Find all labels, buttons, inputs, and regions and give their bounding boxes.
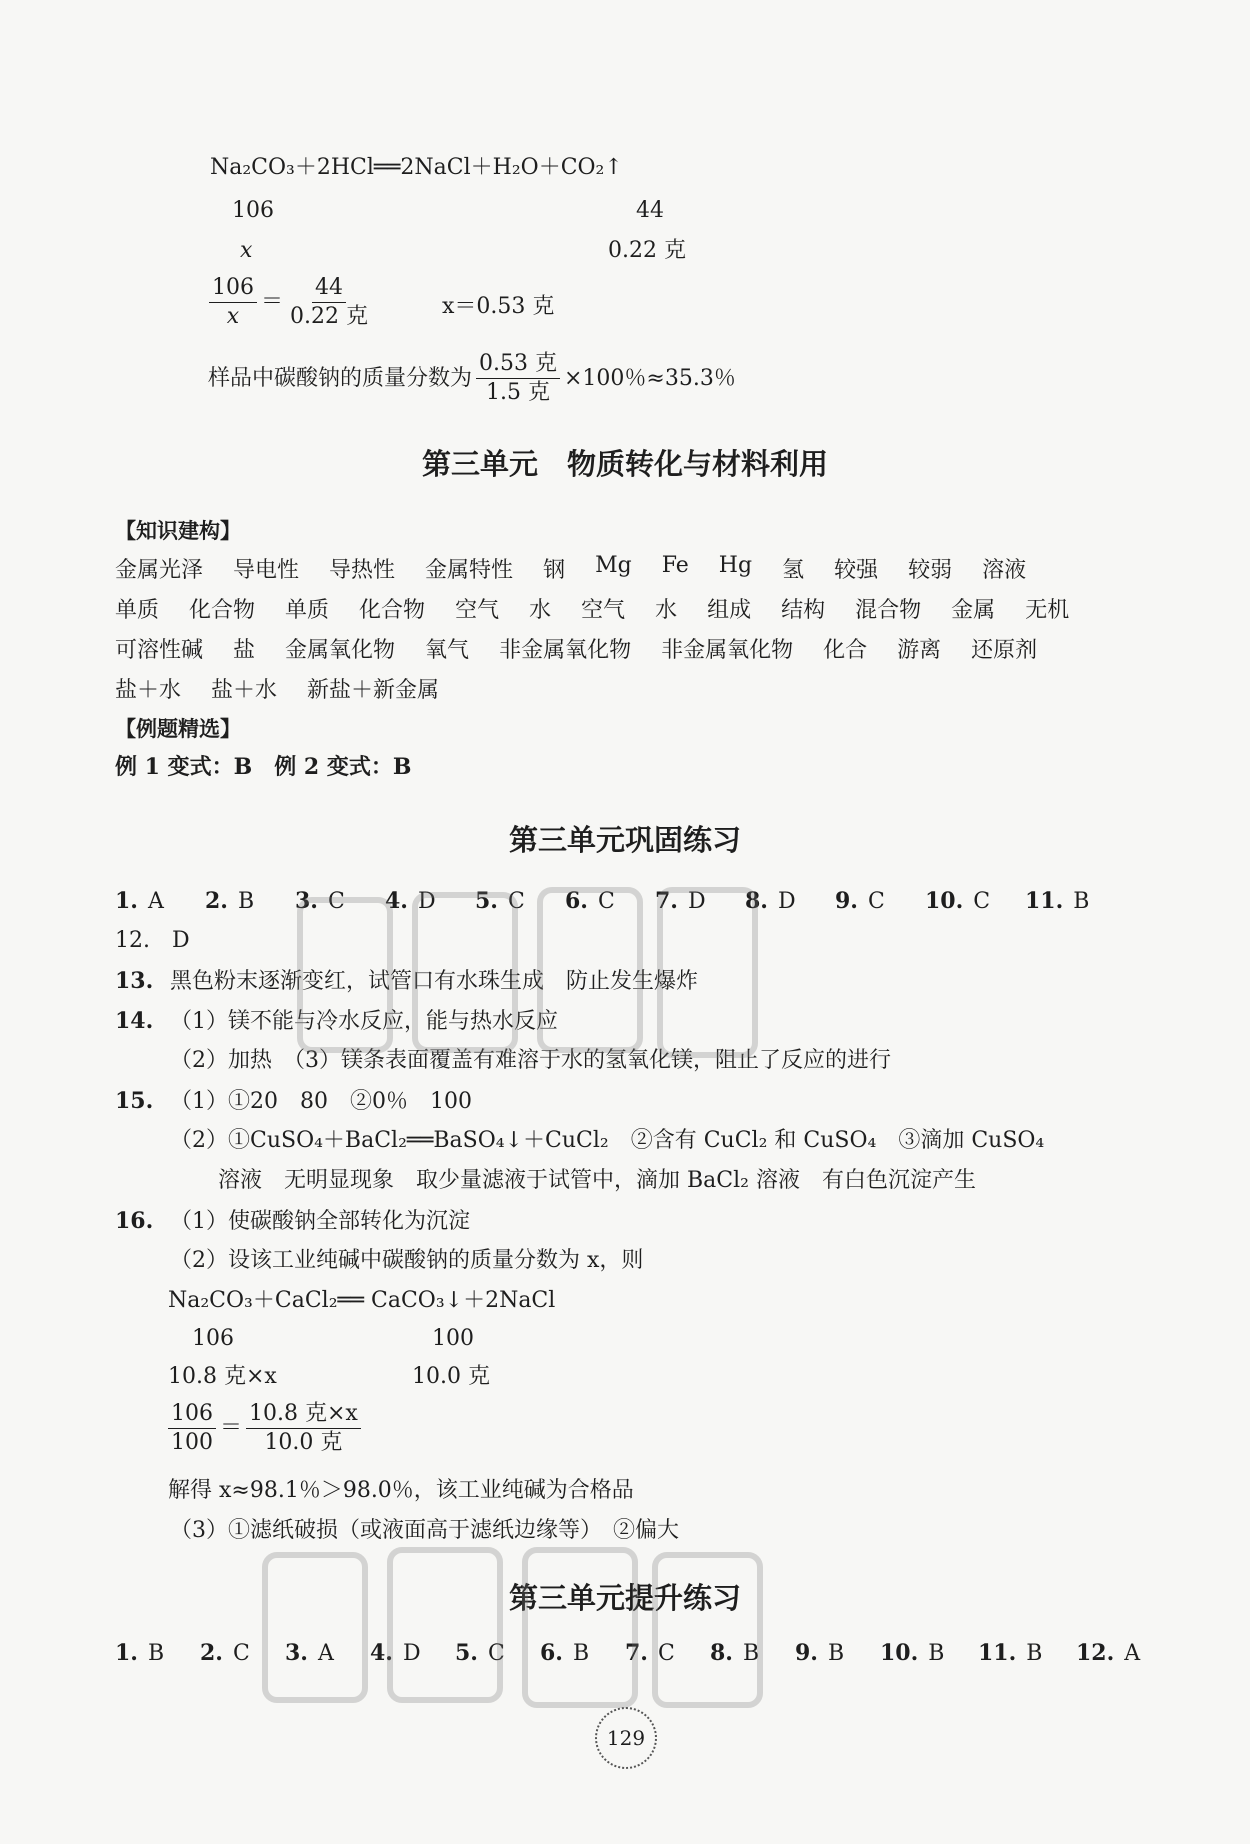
term: 空气 <box>581 598 626 623</box>
improvement-title: 第三单元提升练习 <box>508 1581 741 1615</box>
answer-choice: B <box>1073 889 1090 914</box>
term: 无机 <box>1025 598 1070 623</box>
term: 结构 <box>781 598 826 623</box>
answer-number: 8. <box>745 888 768 914</box>
term: 导电性 <box>233 558 300 583</box>
q16-line-1 <box>115 1206 470 1237</box>
ratio-den-2: 0.22 克 <box>290 304 368 329</box>
term: 非金属氧化物 <box>499 638 632 663</box>
answer-choice: B <box>1026 1641 1043 1666</box>
mass-fraction-num: 0.53 克 <box>476 350 560 379</box>
q16-number: 16. <box>115 1208 154 1234</box>
q16-frac-den-1: 100 <box>171 1430 213 1455</box>
q16-frac-num-1: 106 <box>168 1400 216 1429</box>
left-var: x <box>240 238 253 263</box>
answer-choice: C <box>327 889 345 914</box>
answer-number: 5. <box>475 888 498 914</box>
answer-item <box>795 1640 880 1666</box>
answer-item <box>978 1640 1076 1666</box>
answer-item <box>115 1640 200 1666</box>
term: 氧气 <box>425 638 470 663</box>
term: 金属光泽 <box>115 558 204 583</box>
q16-frac-den-2: 10.0 克 <box>264 1430 343 1455</box>
answer-number: 11. <box>1025 888 1064 914</box>
answer-number: 6. <box>540 1640 563 1666</box>
term: 金属特性 <box>425 558 514 583</box>
answer-choice: B <box>147 1641 165 1666</box>
q16-solve: 解得 x≈98.1％＞98.0％，该工业纯碱为合格品 <box>168 1478 634 1503</box>
term: Hg <box>718 553 753 578</box>
answer-choice: D <box>687 889 706 914</box>
term: 游离 <box>897 638 942 663</box>
ratio-fraction-left <box>209 274 257 331</box>
term: 金属 <box>951 598 996 623</box>
answer-choice: A <box>1124 1641 1141 1666</box>
q15-line-3: 溶液 无明显现象 取少量滤液于试管中，滴加 BaCl₂ 溶液 有白色沉淀产生 <box>218 1168 976 1193</box>
term: 单质 <box>285 598 330 623</box>
term: Fe <box>661 553 689 578</box>
q15-line-2: （2）①CuSO₄＋BaCl₂══BaSO₄↓＋CuCl₂ ②含有 CuCl₂ 和 CuSO₄ ③滴加 CuSO₄ <box>170 1128 1045 1153</box>
answer-choice: B <box>237 889 255 914</box>
answer-choice: B <box>742 1641 760 1666</box>
watermark-graphic-1 <box>290 880 770 1070</box>
term: 新盐＋新金属 <box>307 678 440 703</box>
term: 还原剂 <box>971 638 1038 663</box>
answer-item <box>835 888 925 914</box>
unit3-title: 第三单元 物质转化与材料利用 <box>421 447 828 481</box>
answer-number: 2. <box>205 888 228 914</box>
answer-choice: D <box>777 889 796 914</box>
answer-number: 3. <box>285 1640 308 1666</box>
term: 水 <box>655 598 678 623</box>
page-number: 129 <box>595 1707 657 1769</box>
term: 空气 <box>455 598 500 623</box>
answer-item <box>205 888 295 914</box>
answer-number: 6. <box>565 888 588 914</box>
term: 较强 <box>834 558 879 583</box>
answer-choice: B <box>572 1641 590 1666</box>
term: 化合物 <box>359 598 426 623</box>
q12: 12. D <box>115 928 190 953</box>
answer-item <box>1076 1640 1156 1666</box>
answer-number: 2. <box>200 1640 223 1666</box>
knowledge-label: 【知识建构】 <box>115 519 241 543</box>
ratio-num-2: 44 <box>312 274 346 303</box>
q16-line-2: （2）设该工业纯碱中碳酸钠的质量分数为 x，则 <box>170 1248 644 1273</box>
answer-choice: B <box>827 1641 845 1666</box>
knowledge-row-1 <box>115 553 1056 584</box>
examples-line: 例 1 变式：B 例 2 变式：B <box>115 754 412 780</box>
ratio-equation: $\frac{106}{x}$ ＝ $\frac{44}{\text{0.22 克}}$ <box>205 274 375 331</box>
answer-number: 3. <box>295 888 318 914</box>
q16-fraction-right <box>246 1400 361 1457</box>
answer-number: 10. <box>880 1640 919 1666</box>
term: 化合 <box>823 638 868 663</box>
term: 盐 <box>233 638 256 663</box>
q16-part-3: （3）①滤纸破损（或液面高于滤纸边缘等） ②偏大 <box>170 1518 679 1543</box>
q16-val-1: 10.8 克×x <box>168 1364 277 1389</box>
answer-choice: C <box>973 889 991 914</box>
q14-line-2: （2）加热 （3）镁条表面覆盖有难溶于水的氢氧化镁，阻止了反应的进行 <box>170 1048 891 1073</box>
equation-line: Na₂CO₃＋2HCl══2NaCl＋H₂O＋CO₂↑ <box>210 155 623 180</box>
q16-equation: Na₂CO₃＋CaCl₂══ CaCO₃↓＋2NaCl <box>168 1288 556 1313</box>
term: 金属氧化物 <box>285 638 396 663</box>
consolidation-title: 第三单元巩固练习 <box>508 823 741 857</box>
left-mass: 106 <box>232 198 274 223</box>
q16-fraction-left <box>168 1400 216 1457</box>
answer-number: 4. <box>385 888 408 914</box>
q16-frac-num-2: 10.8 克×x <box>246 1400 361 1429</box>
knowledge-row-4 <box>115 673 469 704</box>
answer-item <box>115 888 205 914</box>
answer-choice: C <box>597 889 615 914</box>
mass-fraction-line <box>208 350 736 407</box>
answer-choice: C <box>867 889 885 914</box>
answer-item <box>1025 888 1115 914</box>
answer-choice: D <box>402 1641 421 1666</box>
answer-number: 5. <box>455 1640 478 1666</box>
term: 盐＋水 <box>115 678 182 703</box>
knowledge-row-3 <box>115 633 1067 664</box>
mass-fraction-den: 1.5 克 <box>486 380 550 405</box>
answer-choice: A <box>317 1641 334 1666</box>
term: Mg <box>595 553 632 578</box>
q16-val-2: 10.0 克 <box>412 1364 490 1389</box>
term: 单质 <box>115 598 160 623</box>
term: 水 <box>529 598 552 623</box>
term: 化合物 <box>189 598 256 623</box>
q13-number: 13. <box>115 968 154 994</box>
answer-choice: C <box>507 889 525 914</box>
mass-fraction-prefix: 样品中碳酸钠的质量分数为 <box>208 365 473 391</box>
answer-number: 12. <box>1076 1640 1115 1666</box>
ratio-result: x＝0.53 克 <box>442 294 555 319</box>
watermark-graphic-2 <box>255 1540 775 1720</box>
answer-choice: C <box>232 1641 250 1666</box>
knowledge-row-2 <box>115 593 1099 624</box>
answer-number: 9. <box>835 888 858 914</box>
term: 导热性 <box>329 558 396 583</box>
mass-fraction <box>476 350 560 407</box>
answer-number: 11. <box>978 1640 1017 1666</box>
term: 混合物 <box>855 598 922 623</box>
answer-choice: B <box>928 1641 945 1666</box>
answer-number: 7. <box>625 1640 648 1666</box>
q16-part-1: （1）使碳酸钠全部转化为沉淀 <box>170 1209 470 1234</box>
answer-number: 1. <box>115 888 138 914</box>
answer-choice: D <box>417 889 436 914</box>
q16-ratio: $\frac{106}{100}$ ＝ $\frac{\text{10.8 克×x}}{\text{10.0 克}}$ <box>164 1400 365 1457</box>
q16-mass-2: 100 <box>432 1326 474 1351</box>
term: 较弱 <box>908 558 953 583</box>
q14-number: 14. <box>115 1008 154 1034</box>
term: 钢 <box>543 558 566 583</box>
term: 可溶性碱 <box>115 638 204 663</box>
q15-part-1: （1）①20 80 ②0％ 100 <box>170 1089 472 1114</box>
ratio-num-1: 106 <box>209 274 257 303</box>
q13-answer: 黑色粉末逐渐变红，试管口有水珠生成 防止发生爆炸 <box>170 969 699 994</box>
answer-number: 9. <box>795 1640 818 1666</box>
term: 盐＋水 <box>211 678 278 703</box>
answer-number: 7. <box>655 888 678 914</box>
right-val: 0.22 克 <box>608 238 686 263</box>
right-mass: 44 <box>636 198 664 223</box>
answer-item <box>925 888 1025 914</box>
mass-fraction-suffix: ×100％≈35.3％ <box>564 365 736 391</box>
q15-number: 15. <box>115 1088 154 1114</box>
ratio-den-1: x <box>226 304 240 329</box>
q15-line-1 <box>115 1086 472 1117</box>
answer-choice: A <box>147 889 164 914</box>
term: 非金属氧化物 <box>661 638 794 663</box>
term: 氢 <box>782 558 805 583</box>
examples-label: 【例题精选】 <box>115 717 241 741</box>
answer-number: 4. <box>370 1640 393 1666</box>
q14-part-1: （1）镁不能与冷水反应，能与热水反应 <box>170 1009 558 1034</box>
answer-choice: C <box>657 1641 675 1666</box>
answer-item <box>880 1640 978 1666</box>
answer-number: 8. <box>710 1640 733 1666</box>
q16-mass-1: 106 <box>192 1326 234 1351</box>
term: 溶液 <box>982 558 1027 583</box>
answer-choice: C <box>487 1641 505 1666</box>
answer-number: 1. <box>115 1640 138 1666</box>
ratio-fraction-right <box>287 274 371 331</box>
term: 组成 <box>707 598 752 623</box>
answer-number: 10. <box>925 888 964 914</box>
